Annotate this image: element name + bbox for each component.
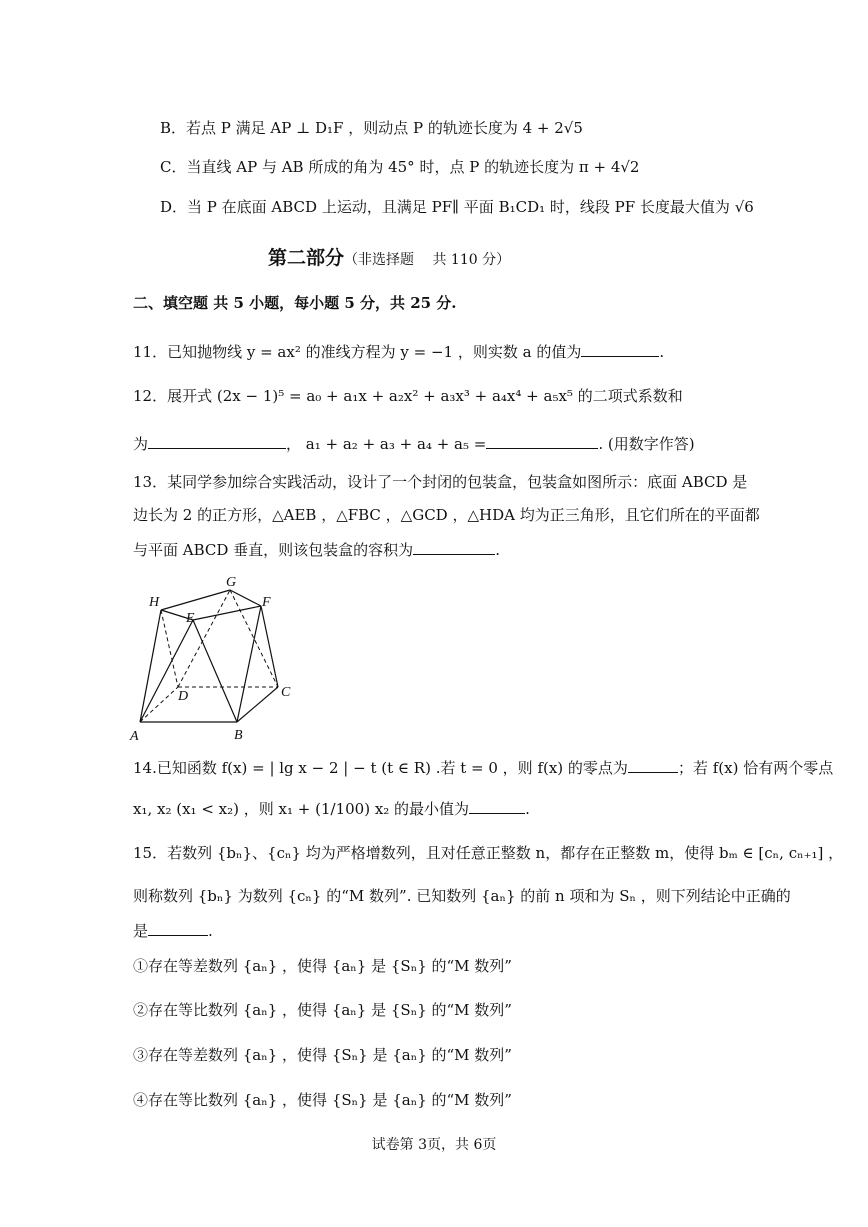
question-13-line1: 13．某同学参加综合实践活动，设计了一个封闭的包装盒，包装盒如图所示：底面 ABCD 是 — [133, 473, 748, 491]
question-13-line2: 边长为 2 的正方形，△AEB ，△FBC ，△GCD ，△HDA 均为正三角形，且它们所在的平面都 — [133, 506, 760, 524]
option-c: C．当直线 AP 与 AB 所成的角为 45° 时，点 P 的轨迹长度为 π + 4√2 — [160, 158, 640, 176]
part-heading-title: 第二部分 — [268, 247, 345, 269]
part-heading-subtitle: （非选择题 共 110 分） — [344, 252, 511, 268]
edge-HG — [161, 590, 230, 610]
edge-GF — [230, 590, 261, 606]
label-F: F — [262, 595, 271, 610]
question-15-line2: 则称数列 {bₙ} 为数列 {cₙ} 的“M 数列”. 已知数列 {aₙ} 的前 n 项和为 Sₙ ，则下列结论中正确的 — [133, 887, 791, 905]
q14-text-a: 14.已知函数 f(x) = | lg x − 2 | − t (t ∈ R) .若 t = 0 ，则 f(x) 的零点为 — [133, 759, 628, 777]
label-E: E — [186, 611, 195, 626]
question-14-line2 — [133, 797, 868, 819]
q14-blank-2[interactable] — [469, 797, 525, 814]
q12-text-b: ， a₁ + a₂ + a₃ + a₄ + a₅ = — [286, 435, 487, 453]
statement-2: ②存在等比数列 {aₙ} ，使得 {aₙ} 是 {Sₙ} 的“M 数列” — [133, 1001, 512, 1019]
q11-period: . — [659, 343, 665, 361]
edge-FC — [261, 606, 278, 687]
question-15-line1: 15．若数列 {bₙ}、{cₙ} 均为严格增数列，且对任意正整数 n，都存在正整数 m，使得 bₘ ∈ [cₙ, cₙ₊₁] ， — [133, 844, 844, 862]
q12-text-a: 为 — [133, 435, 149, 453]
label-G: G — [226, 575, 237, 590]
packaging-box-figure — [128, 572, 308, 744]
question-12-line2 — [133, 432, 868, 454]
question-11 — [133, 340, 868, 362]
q14-blank-1[interactable] — [628, 756, 678, 773]
section-heading: 二、填空题 共 5 小题，每小题 5 分，共 25 分. — [133, 294, 457, 312]
edge-EF — [193, 606, 261, 620]
q14-period: . — [525, 800, 530, 818]
option-d: D．当 P 在底面 ABCD 上运动，且满足 PF∥ 平面 B₁CD₁ 时，线段 PF 长度最大值为 √6 — [160, 198, 754, 216]
statement-3: ③存在等差数列 {aₙ} ，使得 {Sₙ} 是 {aₙ} 的“M 数列” — [133, 1046, 512, 1064]
edge-AE — [140, 620, 193, 722]
q14-text-c: x₁, x₂ (x₁ < x₂) ，则 x₁ + (1/100) x₂ 的最小值为 — [133, 800, 470, 818]
q13-period: . — [495, 541, 500, 559]
q12-blank-1[interactable] — [148, 432, 286, 449]
part-heading — [268, 243, 510, 270]
label-H: H — [149, 595, 160, 610]
q12-text-c: . (用数字作答) — [598, 435, 695, 453]
question-15-line3 — [133, 919, 868, 941]
option-b: B．若点 P 满足 AP ⊥ D₁F ，则动点 P 的轨迹长度为 4 + 2√5 — [160, 119, 583, 137]
q11-text: 11．已知抛物线 y = ax² 的准线方程为 y = −1 ，则实数 a 的值为 — [133, 343, 582, 361]
q15-answer-blank[interactable] — [148, 919, 208, 936]
q14-text-b: ；若 f(x) 恰有两个零点 — [677, 759, 834, 777]
statement-4: ④存在等比数列 {aₙ} ，使得 {Sₙ} 是 {aₙ} 的“M 数列” — [133, 1091, 512, 1109]
q11-answer-blank[interactable] — [581, 340, 659, 357]
q12-blank-2[interactable] — [486, 432, 598, 449]
q15-text: 是 — [133, 922, 149, 940]
q13-answer-blank[interactable] — [413, 538, 495, 555]
label-B: B — [234, 728, 243, 743]
edge-EB — [193, 620, 237, 722]
question-12-line1: 12．展开式 (2x − 1)⁵ = a₀ + a₁x + a₂x² + a₃x³ + a₄x⁴ + a₅x⁵ 的二项式系数和 — [133, 387, 683, 405]
question-13-line3 — [133, 538, 868, 560]
edge-DG — [178, 590, 230, 687]
label-A: A — [130, 729, 139, 744]
question-14-line1 — [133, 756, 868, 778]
page-footer: 试卷第 3页，共 6页 — [371, 1137, 497, 1153]
label-D: D — [178, 689, 189, 704]
q15-period: . — [208, 922, 213, 940]
statement-1: ①存在等差数列 {aₙ} ，使得 {aₙ} 是 {Sₙ} 的“M 数列” — [133, 957, 512, 975]
label-C: C — [281, 685, 291, 700]
q13-text: 与平面 ABCD 垂直，则该包装盒的容积为 — [133, 541, 414, 559]
